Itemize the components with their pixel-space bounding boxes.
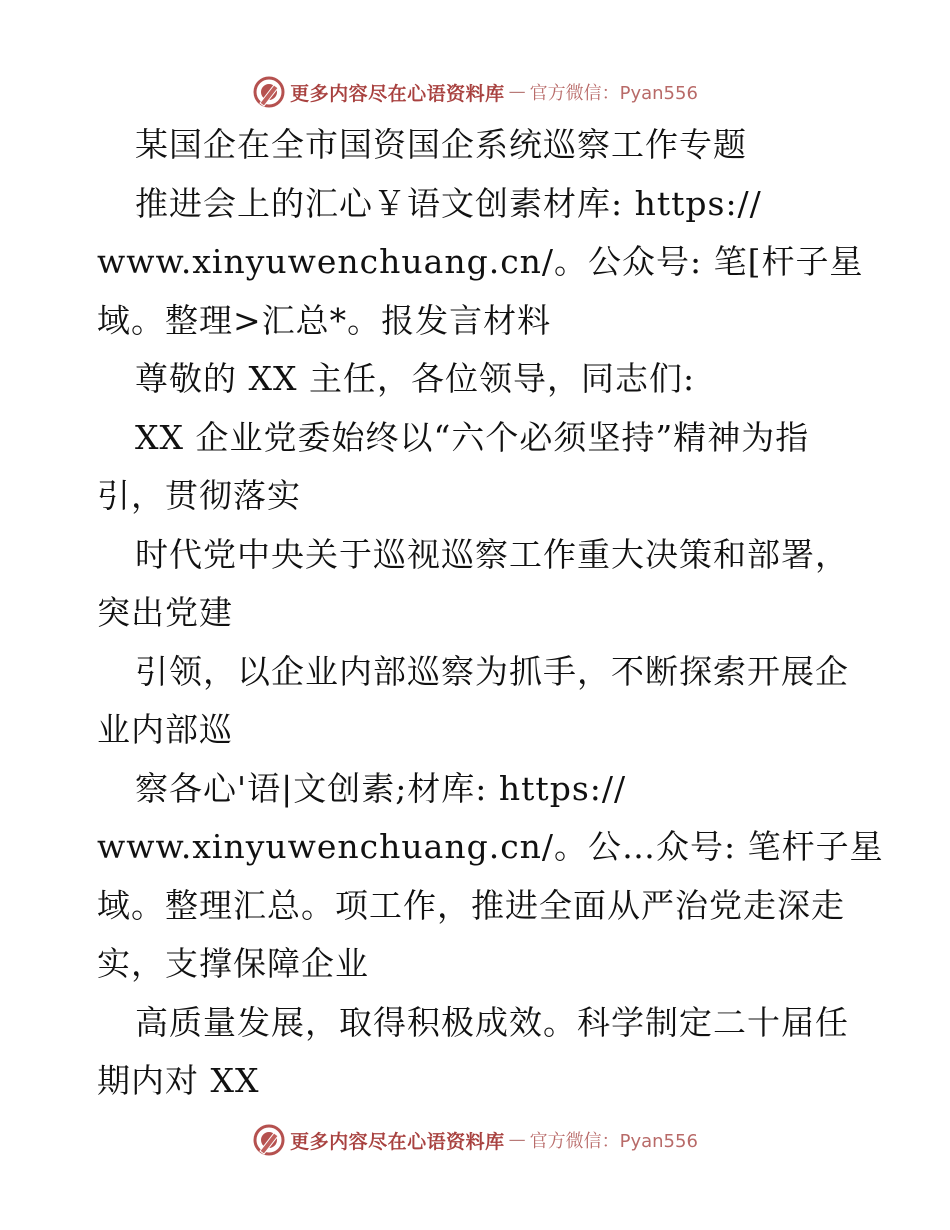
text-line: www.xinyuwenchuang.cn/。公众号: 笔[杆子星 <box>97 242 864 281</box>
text-line: 时代党中央关于巡视巡察工作重大决策和部署， <box>135 534 849 574</box>
document-body <box>97 116 884 1111</box>
salutation: 尊敬的 XX 主任，各位领导，同志们: <box>135 359 696 398</box>
watermark-brand: 更多内容尽在心语资料库 <box>290 1130 505 1153</box>
text-line: 引领，以企业内部巡察为抓手，不断探索开展企 <box>135 651 849 691</box>
title-line-2: 推进会上的汇心￥语文创素材库: https:// <box>135 183 762 223</box>
watermark-wechat: 官方微信：Pyan556 <box>529 1131 698 1152</box>
text-line: 期内对 XX <box>97 1061 260 1100</box>
text-line: 高质量发展，取得积极成效。科学制定二十届任 <box>135 1002 849 1042</box>
header-watermark <box>0 72 950 112</box>
watermark-brand: 更多内容尽在心语资料库 <box>290 82 505 105</box>
text-line: 察各心'语|文创素;材库: https:// <box>135 768 627 808</box>
text-line: 突出党建 <box>97 593 233 632</box>
watermark-wechat: 官方微信：Pyan556 <box>529 83 698 104</box>
pen-logo-icon <box>252 1123 286 1157</box>
text-line: 域。整理汇总。项工作，推进全面从严治党走深走 <box>97 885 845 925</box>
text-line: 实，支撑保障企业 <box>97 944 369 983</box>
text-line: www.xinyuwenchuang.cn/。公…众号: 笔杆子星 <box>97 827 884 866</box>
footer-watermark <box>0 1120 950 1160</box>
text-line: 引，贯彻落实 <box>97 476 301 515</box>
title-line-1: 某国企在全市国资国企系统巡察工作专题 <box>135 125 747 164</box>
text-line: 业内部巡 <box>97 710 233 749</box>
watermark-dash: — <box>508 1130 526 1150</box>
text-line: 域。整理>汇总*。报发言材料 <box>97 300 552 340</box>
pen-logo-icon <box>252 75 286 109</box>
text-line: XX 企业党委始终以“六个必须坚持”精神为指 <box>135 417 810 457</box>
watermark-dash: — <box>508 82 526 102</box>
